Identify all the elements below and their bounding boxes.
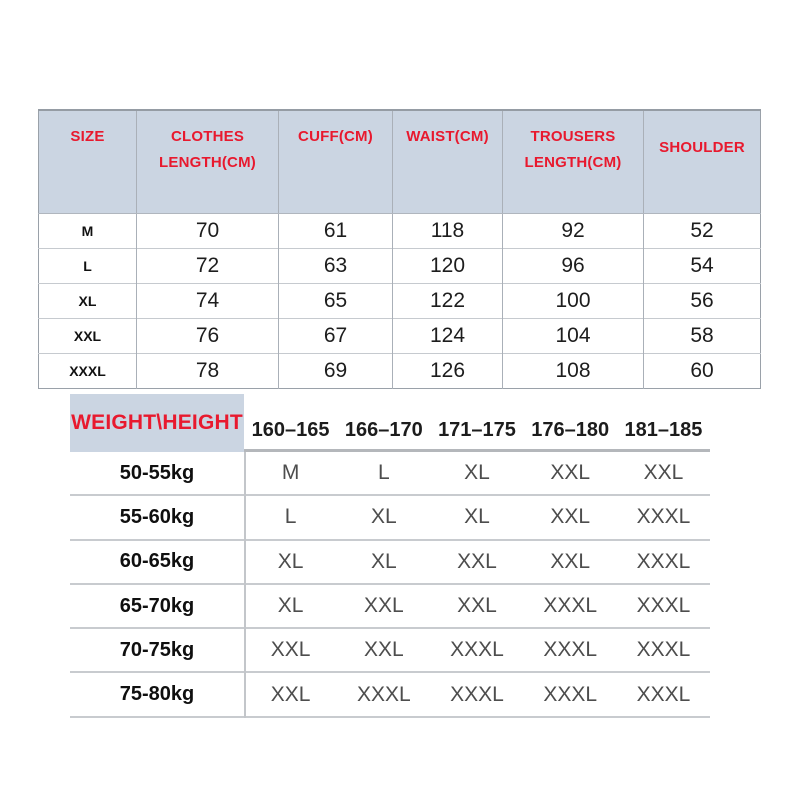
weight-height-row bbox=[70, 673, 710, 717]
weight-row-label: 50-55kg bbox=[119, 461, 195, 484]
size-value-cell: 63 bbox=[279, 249, 393, 284]
weight-row-label: 65-70kg bbox=[119, 594, 195, 617]
size-value-cell: 60 bbox=[644, 354, 761, 389]
weight-row-label: 70-75kg bbox=[119, 638, 195, 661]
size-value-cell: 92 bbox=[503, 214, 644, 249]
size-value-cell: 72 bbox=[137, 249, 279, 284]
size-value-cell: 122 bbox=[393, 284, 503, 319]
recommended-size-cell: XXL bbox=[550, 549, 591, 573]
size-value-cell: 52 bbox=[644, 214, 761, 249]
size-value-cell: 69 bbox=[279, 354, 393, 389]
size-value-cell: 104 bbox=[503, 319, 644, 354]
recommended-size-cell: XXXL bbox=[636, 638, 691, 662]
weight-height-corner-label: WEIGHT\HEIGHT bbox=[70, 394, 244, 452]
weight-row-label: 60-65kg bbox=[119, 550, 195, 573]
recommended-size-cell: XL bbox=[277, 549, 304, 573]
fit-row-cells bbox=[244, 638, 710, 662]
recommended-size-cell: XL bbox=[370, 505, 397, 529]
recommended-size-cell: L bbox=[284, 505, 297, 529]
size-value-cell: 124 bbox=[393, 319, 503, 354]
size-col-header: WAIST(CM) bbox=[393, 110, 503, 214]
size-col-header: SHOULDER bbox=[644, 110, 761, 214]
weight-height-header-row bbox=[70, 394, 710, 452]
weight-height-row bbox=[70, 629, 710, 673]
recommended-size-cell: XXL bbox=[457, 594, 497, 618]
size-value-cell: 70 bbox=[137, 214, 279, 249]
height-col-header: 171–175 bbox=[438, 419, 516, 441]
weight-height-rows bbox=[70, 452, 710, 718]
recommended-size-cell: XL bbox=[464, 461, 490, 485]
recommended-size-cell: M bbox=[281, 461, 300, 485]
recommended-size-cell: XL bbox=[370, 549, 397, 573]
recommended-size-cell: XXXL bbox=[543, 682, 598, 706]
fit-row-cells bbox=[244, 683, 710, 707]
size-table-row bbox=[39, 354, 761, 389]
weight-height-row bbox=[70, 585, 710, 629]
size-value-cell: 96 bbox=[503, 249, 644, 284]
recommended-size-cell: XL bbox=[277, 594, 304, 618]
fit-row-cells bbox=[244, 550, 710, 574]
fit-row-cells bbox=[244, 594, 710, 618]
size-value-cell: 61 bbox=[279, 214, 393, 249]
height-col-header: 176–180 bbox=[531, 419, 610, 441]
recommended-size-cell: XXL bbox=[363, 594, 404, 618]
size-table-header bbox=[39, 110, 761, 214]
height-col-header: 181–185 bbox=[624, 419, 703, 441]
size-value-cell: 65 bbox=[279, 284, 393, 319]
size-value-cell: 100 bbox=[503, 284, 644, 319]
size-col-header: CLOTHES LENGTH(CM) bbox=[137, 110, 279, 214]
size-row-label: M bbox=[39, 214, 137, 249]
size-table-row bbox=[39, 214, 761, 249]
weight-height-row bbox=[70, 496, 710, 540]
recommended-size-cell: XXXL bbox=[636, 549, 691, 573]
recommended-size-cell: L bbox=[377, 461, 390, 485]
recommended-size-cell: XXL bbox=[270, 638, 311, 662]
recommended-size-cell: XXL bbox=[550, 461, 591, 485]
weight-height-row bbox=[70, 452, 710, 496]
weight-height-table bbox=[70, 394, 710, 718]
size-table-row bbox=[39, 319, 761, 354]
size-value-cell: 74 bbox=[137, 284, 279, 319]
recommended-size-cell: XXXL bbox=[543, 638, 598, 662]
size-value-cell: 118 bbox=[393, 214, 503, 249]
fit-row-cells bbox=[244, 505, 710, 529]
size-value-cell: 76 bbox=[137, 319, 279, 354]
size-row-label: XL bbox=[39, 284, 137, 319]
fit-table-vertical-divider bbox=[244, 452, 246, 718]
size-row-label: XXL bbox=[39, 319, 137, 354]
size-row-label: XXXL bbox=[39, 354, 137, 389]
recommended-size-cell: XL bbox=[464, 505, 490, 529]
size-col-header: CUFF(CM) bbox=[279, 110, 393, 214]
height-col-header: 160–165 bbox=[251, 419, 330, 441]
size-table-row bbox=[39, 284, 761, 319]
weight-row-label: 55-60kg bbox=[119, 505, 195, 528]
size-value-cell: 120 bbox=[393, 249, 503, 284]
recommended-size-cell: XXL bbox=[643, 461, 684, 485]
recommended-size-cell: XXXL bbox=[450, 682, 504, 706]
size-row-label: L bbox=[39, 249, 137, 284]
recommended-size-cell: XXXL bbox=[636, 682, 691, 706]
size-table-header-row bbox=[39, 110, 761, 214]
recommended-size-cell: XXXL bbox=[356, 682, 411, 706]
size-col-header: TROUSERS LENGTH(CM) bbox=[503, 110, 644, 214]
size-value-cell: 108 bbox=[503, 354, 644, 389]
recommended-size-cell: XXXL bbox=[450, 638, 504, 662]
fit-row-cells bbox=[244, 461, 710, 485]
size-col-header: SIZE bbox=[39, 110, 137, 214]
size-table bbox=[38, 109, 761, 389]
recommended-size-cell: XXL bbox=[550, 505, 591, 529]
size-value-cell: 56 bbox=[644, 284, 761, 319]
weight-row-label: 75-80kg bbox=[119, 683, 195, 706]
recommended-size-cell: XXL bbox=[457, 549, 497, 573]
recommended-size-cell: XXXL bbox=[636, 594, 691, 618]
size-value-cell: 78 bbox=[137, 354, 279, 389]
weight-height-row bbox=[70, 541, 710, 585]
size-value-cell: 54 bbox=[644, 249, 761, 284]
height-col-header: 166–170 bbox=[344, 419, 423, 441]
size-table-body bbox=[39, 214, 761, 389]
recommended-size-cell: XXL bbox=[270, 682, 311, 706]
recommended-size-cell: XXXL bbox=[636, 505, 691, 529]
recommended-size-cell: XXL bbox=[363, 638, 404, 662]
size-value-cell: 126 bbox=[393, 354, 503, 389]
size-table-row bbox=[39, 249, 761, 284]
size-value-cell: 67 bbox=[279, 319, 393, 354]
height-range-headers bbox=[244, 394, 710, 452]
recommended-size-cell: XXXL bbox=[543, 594, 598, 618]
size-value-cell: 58 bbox=[644, 319, 761, 354]
